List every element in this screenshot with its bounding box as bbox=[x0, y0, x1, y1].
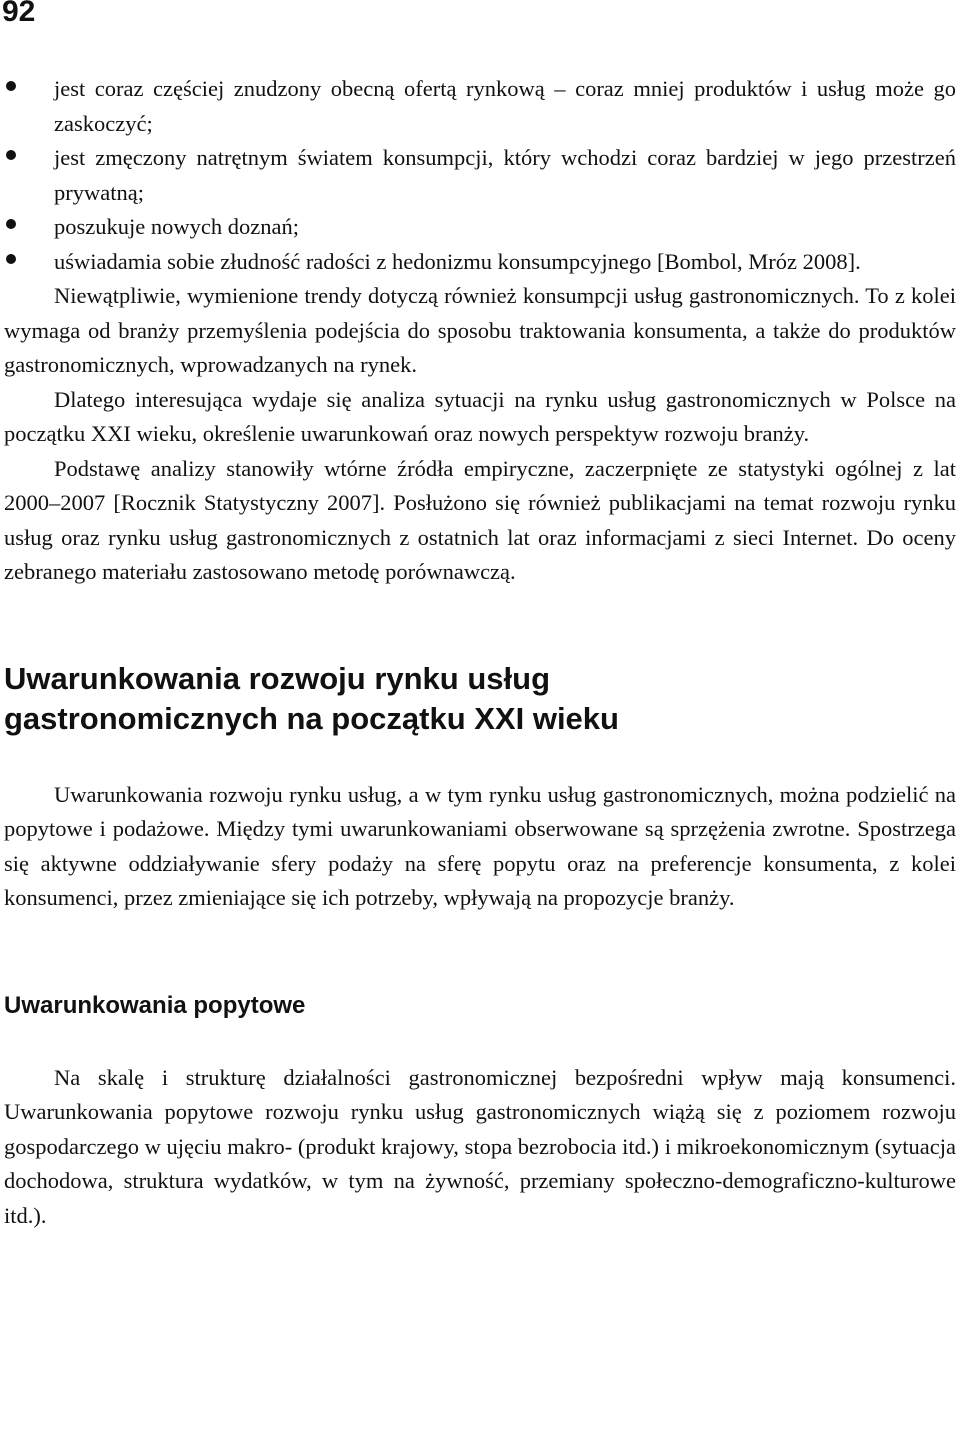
bullet-text: uświadamia sobie złudność radości z hedonizmu konsumpcyjnego [Bombol, Mróz 2008]. bbox=[54, 248, 861, 274]
body-paragraph: Dlatego interesująca wydaje się analiza sytuacji na rynku usług gastronomicznych w Polsce na początku XXI wieku, określenie uwarunkowań oraz nowych perspektyw rozwoju branży. bbox=[4, 386, 956, 446]
bullet-item bbox=[4, 210, 956, 245]
page-content bbox=[4, 72, 956, 1233]
bullet-icon bbox=[6, 254, 16, 264]
bullet-text: jest coraz częściej znudzony obecną ofertą rynkową – coraz mniej produktów i usług może go zaskoczyć; bbox=[54, 76, 956, 136]
subsection-paragraph: Na skalę i strukturę działalności gastronomicznej bezpośredni wpływ mają konsumenci. Uwarunkowania popytowe rozwoju rynku usług gastronomicznych wiążą się z poziomem rozwoju gospodarczego w ujęciu makro- (produkt krajowy, stopa bezrobocia itd.) i mikroekonomicznym (sytuacja dochodowa, struktura wydatków, w tym na żywność, przemiany społeczno-demograficzno-kulturowe itd.). bbox=[4, 1064, 956, 1228]
bullet-list bbox=[4, 72, 956, 279]
bullet-text: poszukuje nowych doznań; bbox=[54, 214, 299, 239]
subsection-heading: Uwarunkowania popytowe bbox=[4, 991, 306, 1019]
body-paragraph: Podstawę analizy stanowiły wtórne źródła empiryczne, zaczerpnięte ze statystyki ogólnej z lat 2000–2007 [Rocznik Statystyczny 2007]. Posłużono się również publikacjami na temat rozwoju rynku usług oraz rynku usług gastronomicznych z ostatnich lat oraz informacjami z sieci Internet. Do oceny zebranego materiału zastosowano metodę porównawczą. bbox=[4, 455, 956, 584]
bullet-text: jest zmęczony natrętnym światem konsumpcji, który wchodzi coraz bardziej w jego przestrzeń prywatną; bbox=[54, 145, 956, 205]
bullet-icon bbox=[6, 219, 16, 229]
section-heading-line1: Uwarunkowania rozwoju rynku usług bbox=[4, 660, 551, 696]
bullet-item bbox=[4, 72, 956, 141]
bullet-icon bbox=[6, 81, 16, 91]
bullet-icon bbox=[6, 150, 16, 160]
section-heading-line2: gastronomicznych na początku XXI wieku bbox=[4, 700, 619, 736]
bullet-item bbox=[4, 141, 956, 210]
section-paragraph: Uwarunkowania rozwoju rynku usług, a w tym rynku usług gastronomicznych, można podzielić na popytowe i podażowe. Między tymi uwarunkowaniami obserwowane są sprzężenia zwrotne. Spostrzega się aktywne oddziaływanie sfery podaży na sferę popytu oraz na preferencje konsumenta, z kolei konsumenci, przez zmieniające się ich potrzeby, wpływają na propozycje branży. bbox=[4, 781, 956, 910]
page-number: 92 bbox=[2, 0, 36, 28]
body-paragraph: Niewątpliwie, wymienione trendy dotyczą również konsumpcji usług gastronomicznych. To z kolei wymaga od branży przemyślenia podejścia do sposobu traktowania konsumenta, a także do produktów gastronomicznych, wprowadzanych na rynek. bbox=[4, 283, 956, 377]
section-heading bbox=[4, 659, 956, 739]
bullet-item bbox=[4, 245, 956, 280]
